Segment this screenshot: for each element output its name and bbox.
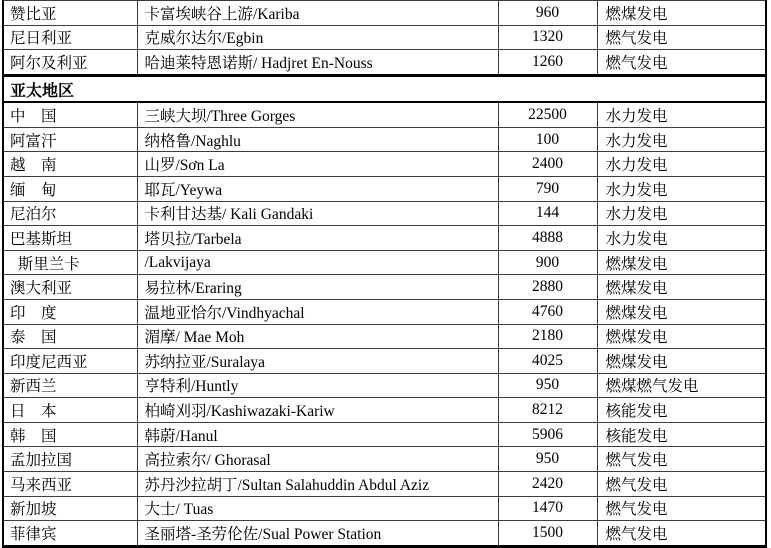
plant-cell: 塔贝拉/Tarbela	[137, 226, 498, 251]
capacity-cell: 5906	[498, 422, 597, 447]
power-plants-table	[2, 0, 767, 548]
table-row	[3, 275, 766, 300]
plant-cell: /Lakvijaya	[137, 250, 498, 275]
type-cell: 水力发电	[597, 152, 766, 177]
capacity-cell: 960	[498, 1, 597, 26]
type-cell: 燃气发电	[597, 447, 766, 472]
country-cell: 越 南	[3, 152, 137, 177]
table-row	[3, 373, 766, 398]
type-cell: 燃煤发电	[597, 349, 766, 374]
section-header-row	[3, 75, 766, 102]
capacity-cell: 4888	[498, 226, 597, 251]
table-row	[3, 201, 766, 226]
capacity-cell: 22500	[498, 102, 597, 127]
capacity-cell: 2420	[498, 472, 597, 497]
type-cell: 水力发电	[597, 102, 766, 127]
capacity-cell: 2180	[498, 324, 597, 349]
type-cell: 水力发电	[597, 127, 766, 152]
table-row	[3, 127, 766, 152]
plant-cell: 高拉索尔/ Ghorasal	[137, 447, 498, 472]
capacity-cell: 1320	[498, 25, 597, 50]
country-cell: 印度尼西亚	[3, 349, 137, 374]
capacity-cell: 8212	[498, 398, 597, 423]
country-cell: 菲律宾	[3, 521, 137, 547]
capacity-cell: 4025	[498, 349, 597, 374]
country-cell: 泰 国	[3, 324, 137, 349]
table-row	[3, 398, 766, 423]
country-cell: 孟加拉国	[3, 447, 137, 472]
country-cell: 韩 国	[3, 422, 137, 447]
plant-cell: 苏纳拉亚/Suralaya	[137, 349, 498, 374]
capacity-cell: 2880	[498, 275, 597, 300]
plant-cell: 亨特利/Huntly	[137, 373, 498, 398]
country-cell: 中 国	[3, 102, 137, 127]
type-cell: 燃煤发电	[597, 275, 766, 300]
country-cell: 尼泊尔	[3, 201, 137, 226]
capacity-cell: 790	[498, 177, 597, 202]
plant-cell: 易拉林/Eraring	[137, 275, 498, 300]
plant-cell: 苏丹沙拉胡丁/Sultan Salahuddin Abdul Aziz	[137, 472, 498, 497]
country-cell: 巴基斯坦	[3, 226, 137, 251]
country-cell: 新西兰	[3, 373, 137, 398]
capacity-cell: 950	[498, 447, 597, 472]
country-cell: 日 本	[3, 398, 137, 423]
table-row	[3, 50, 766, 76]
plant-cell: 韩蔚/Hanul	[137, 422, 498, 447]
type-cell: 水力发电	[597, 201, 766, 226]
country-cell: 澳大利亚	[3, 275, 137, 300]
table-row	[3, 177, 766, 202]
country-cell: 缅 甸	[3, 177, 137, 202]
plant-cell: 温地亚恰尔/Vindhyachal	[137, 299, 498, 324]
plant-cell: 三峡大坝/Three Gorges	[137, 102, 498, 127]
type-cell: 燃煤发电	[597, 324, 766, 349]
country-cell: 赞比亚	[3, 1, 137, 26]
table-row	[3, 349, 766, 374]
table-row	[3, 25, 766, 50]
plant-cell: 耶瓦/Yeywa	[137, 177, 498, 202]
plant-cell: 圣丽塔-圣劳伦佐/Sual Power Station	[137, 521, 498, 547]
plant-cell: 卡利甘达基/ Kali Gandaki	[137, 201, 498, 226]
plant-cell: 克威尔达尔/Egbin	[137, 25, 498, 50]
table-row	[3, 152, 766, 177]
table-row	[3, 324, 766, 349]
plant-cell: 哈迪莱特恩诺斯/ Hadjret En-Nouss	[137, 50, 498, 76]
type-cell: 燃气发电	[597, 472, 766, 497]
plant-cell: 纳格鲁/Naghlu	[137, 127, 498, 152]
capacity-cell: 950	[498, 373, 597, 398]
country-cell: 阿尔及利亚	[3, 50, 137, 76]
type-cell: 核能发电	[597, 422, 766, 447]
country-cell: 尼日利亚	[3, 25, 137, 50]
table-row	[3, 250, 766, 275]
plant-cell: 山罗/Sơn La	[137, 152, 498, 177]
country-cell: 新加坡	[3, 496, 137, 521]
table-row	[3, 226, 766, 251]
capacity-cell: 144	[498, 201, 597, 226]
section-header-label: 亚太地区	[3, 75, 766, 102]
type-cell: 燃气发电	[597, 50, 766, 76]
type-cell: 燃气发电	[597, 521, 766, 547]
table-row	[3, 521, 766, 547]
table-row	[3, 496, 766, 521]
type-cell: 燃煤燃气发电	[597, 373, 766, 398]
type-cell: 燃气发电	[597, 496, 766, 521]
country-cell: 马来西亚	[3, 472, 137, 497]
country-cell: 印 度	[3, 299, 137, 324]
type-cell: 水力发电	[597, 177, 766, 202]
country-cell: 阿富汗	[3, 127, 137, 152]
type-cell: 燃气发电	[597, 25, 766, 50]
type-cell: 燃煤发电	[597, 1, 766, 26]
table-row	[3, 472, 766, 497]
capacity-cell: 100	[498, 127, 597, 152]
type-cell: 燃煤发电	[597, 250, 766, 275]
type-cell: 水力发电	[597, 226, 766, 251]
table-row	[3, 102, 766, 127]
capacity-cell: 1500	[498, 521, 597, 547]
table-row	[3, 447, 766, 472]
table-row	[3, 1, 766, 26]
table-row	[3, 299, 766, 324]
capacity-cell: 900	[498, 250, 597, 275]
type-cell: 燃煤发电	[597, 299, 766, 324]
capacity-cell: 1470	[498, 496, 597, 521]
plant-cell: 湄摩/ Mae Moh	[137, 324, 498, 349]
capacity-cell: 2400	[498, 152, 597, 177]
type-cell: 核能发电	[597, 398, 766, 423]
plant-cell: 大士/ Tuas	[137, 496, 498, 521]
country-cell: 斯里兰卡	[3, 250, 137, 275]
capacity-cell: 4760	[498, 299, 597, 324]
plant-cell: 柏崎刈羽/Kashiwazaki-Kariw	[137, 398, 498, 423]
capacity-cell: 1260	[498, 50, 597, 76]
plant-cell: 卡富埃峡谷上游/Kariba	[137, 1, 498, 26]
table-row	[3, 422, 766, 447]
